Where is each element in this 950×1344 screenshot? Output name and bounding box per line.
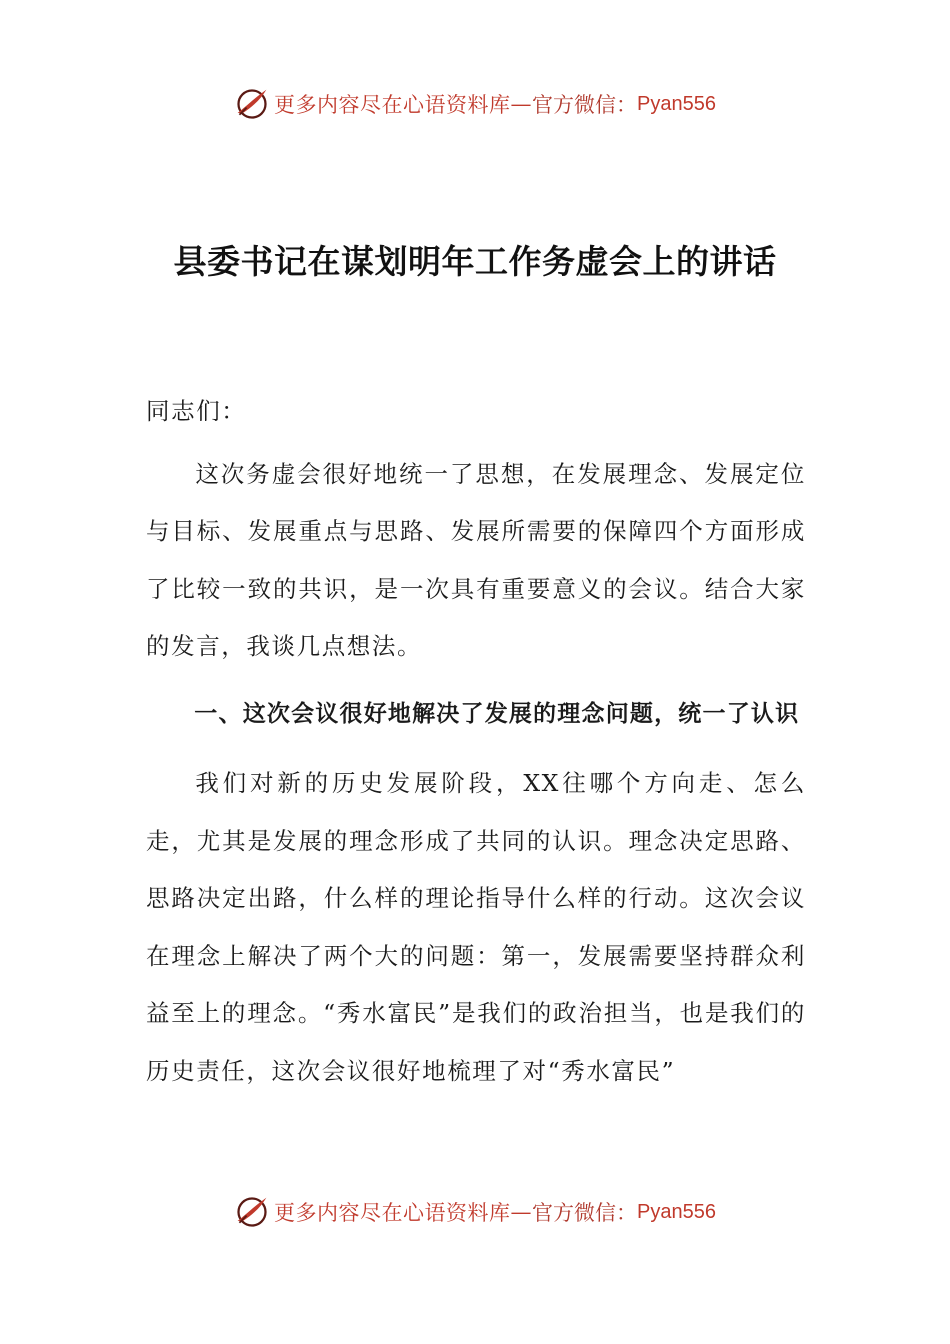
watermark-wechat-id: Pyan556 [637,92,716,115]
watermark-separator: — [510,92,533,116]
watermark-wechat-label: 官方微信： [532,93,638,117]
watermark-wechat-id: Pyan556 [637,1200,716,1223]
watermark-wechat-label: 官方微信： [532,1201,638,1225]
section-heading: 一、这次会议很好地解决了发展的理念问题，统一了认识 [194,700,800,727]
watermark-brand-text: 更多内容尽在心语资料库 [274,93,511,117]
watermark-brand-text: 更多内容尽在心语资料库 [274,1201,511,1225]
quill-logo-icon [234,1194,270,1230]
intro-paragraph: 这次务虚会很好地统一了思想，在发展理念、发展定位与目标、发展重点与思路、发展所需要的保障四个方面形成了比较一致的共识，是一次具有重要意义的会议。结合大家的发言，我谈几点想法。 [146,459,806,660]
document-title: 县委书记在谋划明年工作务虚会上的讲话 [173,242,777,281]
salutation: 同志们： [146,397,247,425]
footer-watermark [0,1190,950,1234]
document-body [146,383,806,1100]
watermark-separator: — [510,1200,533,1224]
section-paragraph: 我们对新的历史发展阶段，XX往哪个方向走、怎么走，尤其是发展的理念形成了共同的认识。理念决定思路、思路决定出路，什么样的理论指导什么样的行动。这次会议在理念上解决了两个大的问题：第一，发展需要坚持群众利益至上的理念。“秀水富民”是我们的政治担当，也是我们的历史责任，这次会议很好地梳理了对“秀水富民” [146,769,806,1085]
quill-logo-icon [234,86,270,122]
header-watermark [0,82,950,126]
